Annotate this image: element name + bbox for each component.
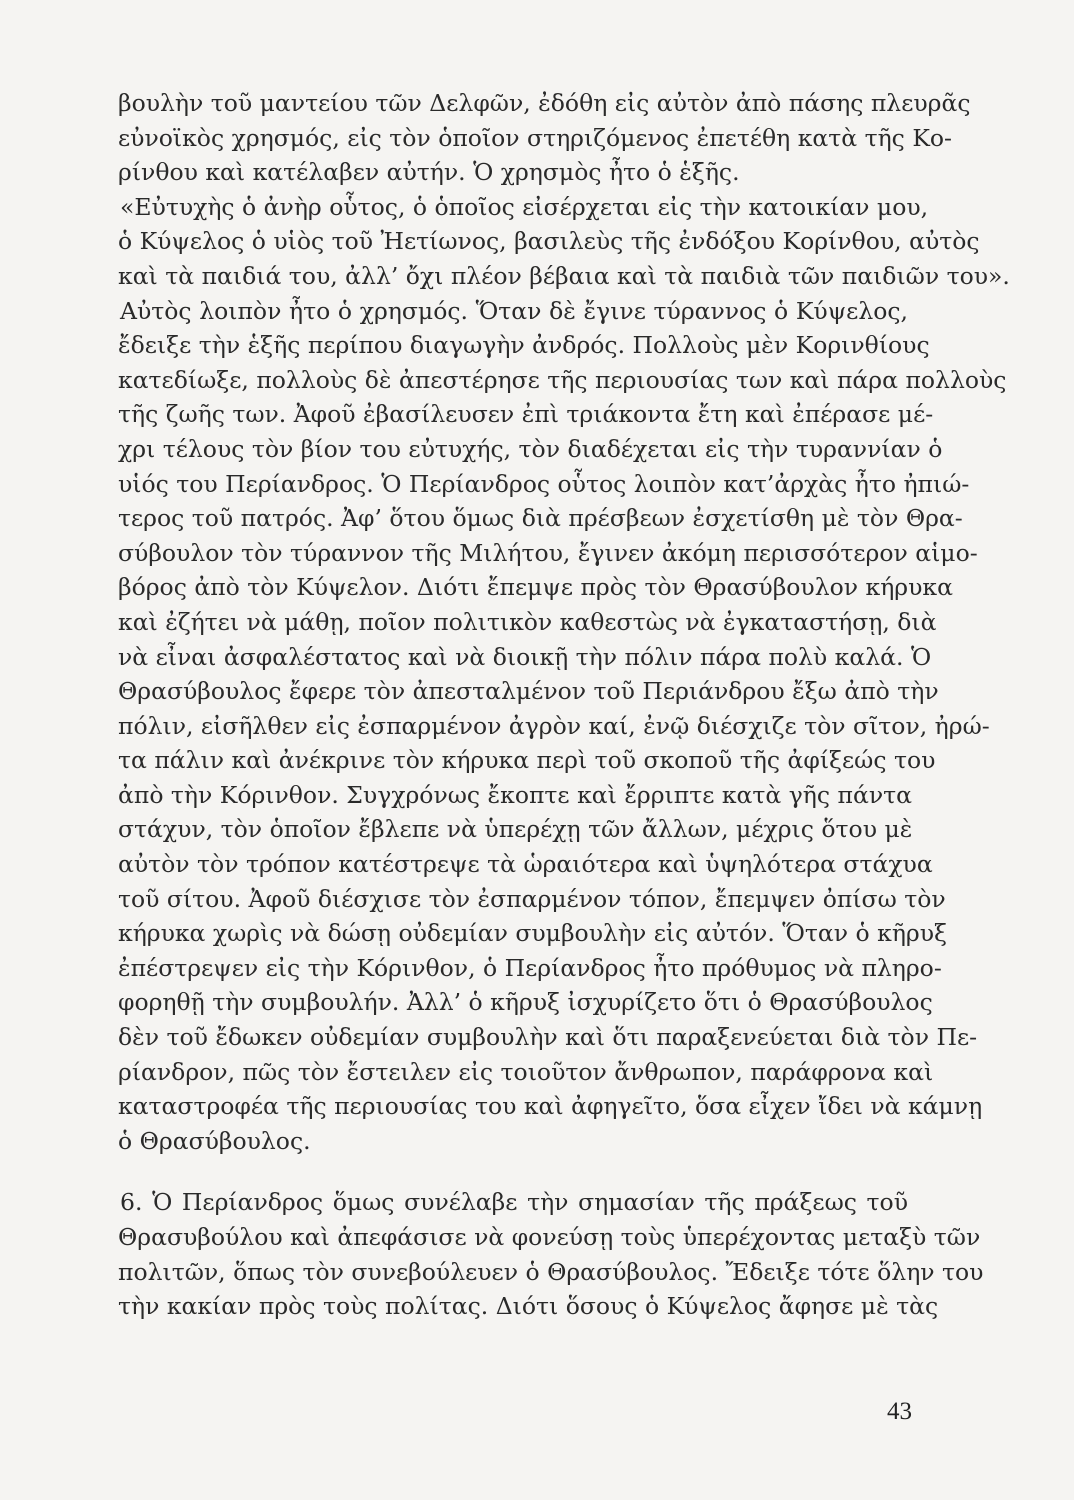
paragraph-section-6 [118, 1185, 984, 1323]
paragraph-2-oracle-quote [118, 190, 1010, 294]
text-line: τοῦ σίτου. Ἀφοῦ διέσχισε τὸν ἐσπαρμένον τόπον, ἔπεμψεν ὀπίσω τὸν [118, 884, 946, 913]
text-line: υἱός του Περίανδρος. Ὁ Περίανδρος οὗτος λοιπὸν κατ’ἀρχὰς ἦτο ἠπιώ- [118, 469, 970, 498]
text-line: τὴν κακίαν πρὸς τοὺς πολίτας. Διότι ὅσους ὁ Κύψελος ἄφησε μὲ τὰς [118, 1292, 939, 1321]
paragraph-1 [118, 86, 971, 190]
text-line: πόλιν, εἰσῆλθεν εἰς ἐσπαρμένον ἀγρὸν καί, ἐνῷ διέσχιζε τὸν σῖτον, ἠρώ- [118, 711, 990, 740]
text-line: βόρος ἀπὸ τὸν Κύψελον. Διότι ἔπεμψε πρὸς τὸν Θρασύβουλον κήρυκα [118, 573, 953, 602]
text-line: καταστροφέα τῆς περιουσίας του καὶ ἀφηγεῖτο, ὅσα εἶχεν ἴδει νὰ κάμνῃ [118, 1092, 983, 1121]
text-line: φορηθῇ τὴν συμβουλήν. Ἀλλ’ ὁ κῆρυξ ἰσχυρίζετο ὅτι ὁ Θρασύβουλος [118, 988, 933, 1017]
paragraph-3 [118, 294, 1007, 1159]
text-line: ἔδειξε τὴν ἑξῆς περίπου διαγωγὴν ἀνδρός. Πολλοὺς μὲν Κορινθίους [118, 331, 930, 360]
text-line: ἐπέστρεψεν εἰς τὴν Κόρινθον, ὁ Περίανδρος ἦτο πρόθυμος νὰ πληρο- [118, 953, 942, 982]
text-line: Θρασύβουλος ἔφερε τὸν ἀπεσταλμένον τοῦ Περιάνδρου ἔξω ἀπὸ τὴν [118, 677, 939, 706]
text-line: βουλὴν τοῦ μαντείου τῶν Δελφῶν, ἐδόθη εἰς αὐτὸν ἀπὸ πάσης πλευρᾶς [118, 89, 971, 117]
paragraph-spacer [118, 1158, 908, 1185]
text-line: «Εὐτυχὴς ὁ ἀνὴρ οὗτος, ὁ ὁποῖος εἰσέρχεται εἰς τὴν κατοικίαν μου, [120, 192, 929, 221]
text-line: σύβουλον τὸν τύραννον τῆς Μιλήτου, ἔγινεν ἀκόμη περισσότερον αἱμο- [118, 538, 978, 567]
body-text [118, 86, 1010, 1324]
text-line: ἀπὸ τὴν Κόρινθον. Συγχρόνως ἔκοπτε καὶ ἔρριπτε κατὰ γῆς πάντα [118, 780, 912, 809]
text-line: χρι τέλους τὸν βίον του εὐτυχής, τὸν διαδέχεται εἰς τὴν τυραννίαν ὁ [118, 434, 943, 463]
text-line: εὐνοϊκὸς χρησμός, εἰς τὸν ὁποῖον στηριζόμενος ἐπετέθη κατὰ τῆς Κο- [118, 123, 952, 152]
text-line: Θρασυβούλου καὶ ἀπεφάσισε νὰ φονεύσῃ τοὺς ὑπερέχοντας μεταξὺ τῶν [118, 1223, 981, 1251]
text-line: καὶ τὰ παιδιά του, ἀλλ’ ὄχι πλέον βέβαια καὶ τὰ παιδιὰ τῶν παιδιῶν του». [118, 261, 1010, 290]
text-line: Αὐτὸς λοιπὸν ἦτο ὁ χρησμός. Ὅταν δὲ ἔγινε τύραννος ὁ Κύψελος, [120, 296, 908, 325]
text-line: τα πάλιν καὶ ἀνέκρινε τὸν κήρυκα περὶ τοῦ σκοποῦ τῆς ἀφίξεώς του [118, 746, 936, 775]
text-line: τερος τοῦ πατρός. Ἀφ’ ὅτου ὅμως διὰ πρέσβεων ἐσχετίσθη μὲ τὸν Θρα- [118, 504, 963, 533]
text-line: πολιτῶν, ὅπως τὸν συνεβούλευεν ὁ Θρασύβουλος. Ἔδειξε τότε ὅλην του [118, 1257, 984, 1286]
text-line: κήρυκα χωρὶς νὰ δώσῃ οὐδεμίαν συμβουλὴν εἰς αὐτόν. Ὅταν ὁ κῆρυξ [118, 919, 947, 948]
text-line: δὲν τοῦ ἔδωκεν οὐδεμίαν συμβουλὴν καὶ ὅτι παραξενεύεται διὰ τὸν Πε- [118, 1023, 978, 1052]
text-line: αὐτὸν τὸν τρόπον κατέστρεψε τὰ ὡραιότερα καὶ ὑψηλότερα στάχυα [118, 850, 933, 879]
page-number: 43 [887, 1398, 912, 1425]
text-line: ρίνθου καὶ κατέλαβεν αὐτήν. Ὁ χρησμὸς ἦτο ὁ ἑξῆς. [118, 158, 740, 187]
text-line: ὁ Θρασύβουλος. [118, 1126, 311, 1155]
text-line: ὁ Κύψελος ὁ υἱὸς τοῦ Ἠετίωνος, βασιλεὺς τῆς ἐνδόξου Κορίνθου, αὐτὸς [118, 227, 980, 256]
text-line: 6. Ὁ Περίανδρος ὅμως συνέλαβε τὴν σημασίαν τῆς πράξεως τοῦ [120, 1188, 908, 1217]
text-line: τῆς ζωῆς των. Ἀφοῦ ἐβασίλευσεν ἐπὶ τριάκοντα ἔτη καὶ ἐπέρασε μέ- [118, 400, 934, 429]
text-line: καὶ ἐζήτει νὰ μάθῃ, ποῖον πολιτικὸν καθεστὼς νὰ ἐγκαταστήσῃ, διὰ [118, 607, 937, 636]
text-line: κατεδίωξε, πολλοὺς δὲ ἀπεστέρησε τῆς περιουσίας των καὶ πάρα πολλοὺς [118, 365, 1007, 394]
text-line: στάχυν, τὸν ὁποῖον ἔβλεπε νὰ ὑπερέχῃ τῶν ἄλλων, μέχρις ὅτου μὲ [118, 815, 913, 844]
text-line: ρίανδρον, πῶς τὸν ἔστειλεν εἰς τοιοῦτον ἄνθρωπον, παράφρονα καὶ [118, 1057, 934, 1086]
text-line: νὰ εἶναι ἀσφαλέστατος καὶ νὰ διοικῇ τὴν πόλιν πάρα πολὺ καλά. Ὁ [118, 642, 932, 671]
